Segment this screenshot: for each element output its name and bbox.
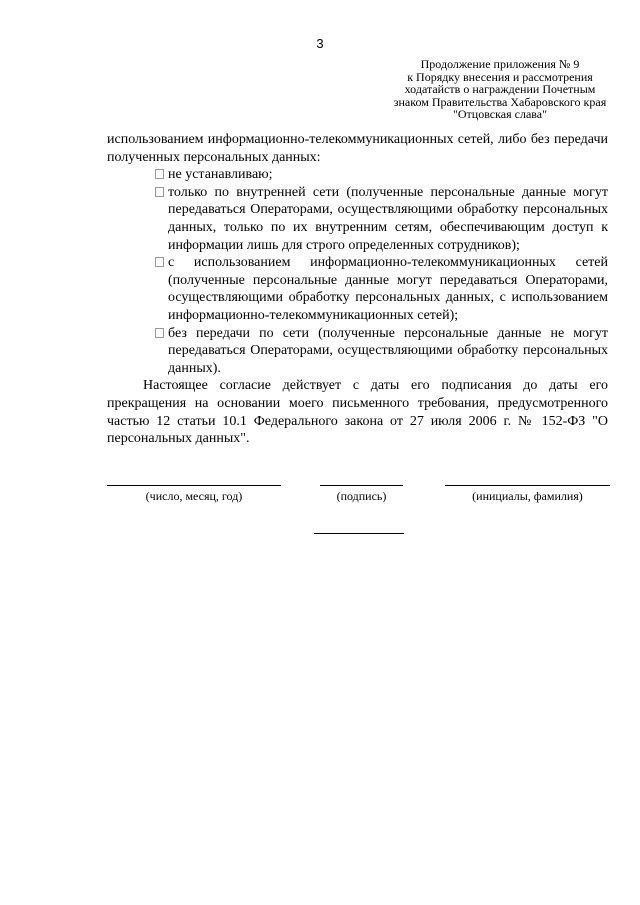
- option-label: только по внутренней сети (полученные персональные данные могут передаваться Операторами, осуществляющими обработку персональных данных, только по их внутренним сетям, обеспечивающим доступ к информации лишь для строго определенных сотрудников);: [168, 184, 608, 253]
- header-line: к Порядку внесения и рассмотрения: [407, 69, 593, 84]
- header-line: Продолжение приложения № 9: [420, 57, 580, 71]
- signature-line: [320, 485, 403, 486]
- option-not-set: [155, 166, 608, 184]
- date-signature-field: [107, 485, 281, 504]
- page-number: 3: [316, 36, 324, 51]
- signature-caption: (подпись): [336, 489, 387, 503]
- checkbox-icon[interactable]: [155, 169, 164, 179]
- consent-body: [107, 131, 608, 448]
- appendix-header-note: [380, 58, 620, 121]
- header-line: знаком Правительства Хабаровского края: [393, 94, 607, 109]
- name-signature-field: [445, 485, 610, 504]
- date-line: [107, 485, 281, 486]
- closing-rule: [314, 533, 404, 534]
- name-caption: (инициалы, фамилия): [472, 489, 583, 503]
- name-line: [445, 485, 610, 486]
- signature-field: [320, 485, 403, 504]
- checkbox-icon[interactable]: [155, 187, 164, 197]
- option-label: с использованием информационно-телекоммуникационных сетей (полученные персональные данные могут передаваться Операторами, осуществляющими обработку персональных данных, с использованием информационно-телекоммуникационных сетей);: [168, 255, 608, 323]
- header-line: ходатайств о награждении Почетным: [404, 82, 596, 96]
- option-label: не устанавливаю;: [168, 167, 273, 183]
- header-line: "Отцовская слава": [452, 107, 548, 121]
- option-label: без передачи по сети (полученные персональные данные не могут передаваться Операторами, осуществляющими обработку персональных данных).: [168, 325, 608, 376]
- option-no-network-transfer: [155, 325, 608, 378]
- intro-paragraph: использованием информационно-телекоммуникационных сетей, либо без передачи полученных персональных данных:: [107, 132, 608, 165]
- option-telecom-networks: [155, 254, 608, 324]
- closing-paragraph: Настоящее согласие действует с даты его подписания до даты его прекращения на основании моего письменного требования, предусмотренного частью 12 статьи 10.1 Федерального закона от 27 июля 2006 г. № 152-ФЗ "О персональных данных".: [107, 378, 608, 447]
- checkbox-icon[interactable]: [155, 257, 164, 267]
- option-internal-network: [155, 184, 608, 254]
- checkbox-icon[interactable]: [155, 328, 164, 338]
- date-caption: (число, месяц, год): [145, 489, 243, 503]
